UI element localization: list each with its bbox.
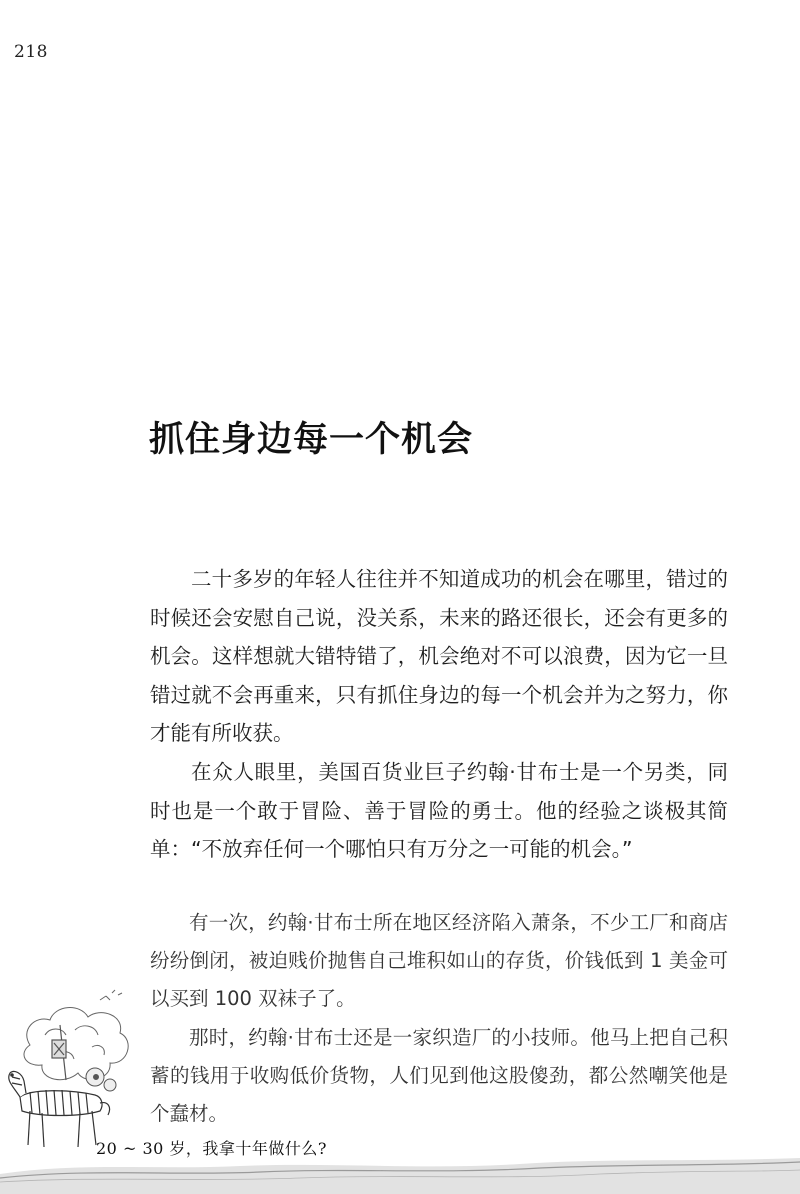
chapter-title: 抓住身边每一个机会	[149, 420, 474, 460]
body-paragraph-2: 在众人眼里，美国百货业巨子约翰·甘布士是一个另类，同时也是一个敢于冒险、善于冒险的勇士。他的经验之谈极其简单：“不放弃任何一个哪怕只有万分之一可能的机会。”	[150, 760, 728, 861]
body-paragraph-1: 二十多岁的年轻人往往并不知道成功的机会在哪里，错过的时候还会安慰自己说，没关系，未来的路还很长，还会有更多的机会。这样想就大错特错了，机会绝对不可以浪费，因为它一旦错过就不会再重来，只有抓住身边的每一个机会并为之努力，你才能有所收获。	[150, 567, 728, 745]
body-paragraph-4: 那时，约翰·甘布士还是一家织造厂的小技师。他马上把自己积蓄的钱用于收购低价货物，人们见到他这股傻劲，都公然嘲笑他是个蠢材。	[150, 1026, 728, 1125]
footer-caption: 20 ~ 30 岁，我拿十年做什么?	[96, 1139, 327, 1158]
page-number: 218	[14, 42, 48, 62]
body-paragraph-3: 有一次，约翰·甘布士所在地区经济陷入萧条，不少工厂和商店纷纷倒闭，被迫贱价抛售自己堆积如山的存货，价钱低到 1 美金可以买到 100 双袜子了。	[150, 911, 728, 1010]
zebra-sketch-illustration	[0, 985, 150, 1160]
